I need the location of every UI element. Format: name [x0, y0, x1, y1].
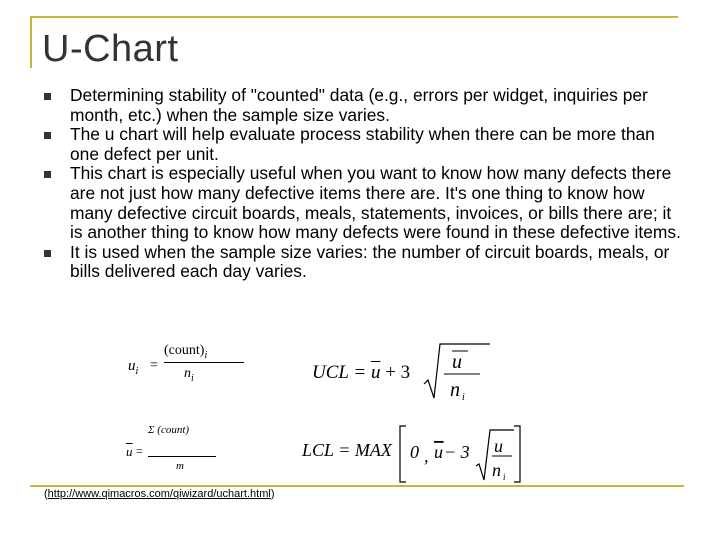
- comma: ,: [424, 446, 429, 466]
- u-bar-term: u: [434, 442, 443, 462]
- bullet-text: Determining stability of "counted" data (e.g., errors per widget, inquiries per month, etc.) when the sample size varies.: [70, 85, 648, 125]
- formula-lcl: [302, 424, 532, 484]
- sqrt-denominator-sub: i: [503, 472, 506, 482]
- square-root-icon: [422, 340, 492, 404]
- sqrt-numerator: u: [494, 436, 503, 456]
- bullet-item: [44, 243, 684, 282]
- minus-term: − 3: [444, 442, 470, 462]
- formula-lhs: LCL = MAX: [302, 440, 392, 460]
- formula-lhs: $u_i$: [128, 358, 139, 377]
- frame-top-line: [30, 16, 678, 18]
- bullet-text: This chart is especially useful when you want to know how many defects there are not just how many defective items there are. It's one thing to know how many defective circuit boards, meals, statements, invoices, or bills there are; it is another thing to know how many defects were found in these defective items.: [70, 163, 681, 243]
- source-link[interactable]: http://www.qimacros.com/qiwizard/uchart.html: [47, 488, 271, 500]
- fraction-bar: [164, 362, 244, 363]
- formula-ucl: [312, 340, 492, 404]
- bullet-item: [44, 125, 684, 164]
- square-bullet-icon: [44, 93, 51, 100]
- formula-numerator: Σ (count): [148, 424, 190, 436]
- source-citation: [44, 487, 274, 501]
- formula-numerator: $(count)_i$: [164, 343, 208, 361]
- sqrt-denominator: n: [450, 379, 460, 401]
- formula-u-i: [128, 342, 238, 390]
- bullet-text: The u chart will help evaluate process stability when there can be more than one defect per unit.: [70, 124, 655, 164]
- formula-denominator: m: [176, 460, 184, 472]
- zero-value: 0: [410, 442, 419, 462]
- formula-u-bar: [118, 420, 238, 474]
- square-bullet-icon: [44, 171, 51, 178]
- bullet-text: It is used when the sample size varies: the number of circuit boards, meals, or bills delivered each day varies.: [70, 241, 670, 282]
- formula-lhs: $\overline{u}$: [126, 444, 133, 459]
- square-bullet-icon: [44, 250, 51, 257]
- formula-lhs: UCL = $\overline{u} + 3$: [312, 362, 411, 383]
- square-bullet-icon: [44, 132, 51, 139]
- sqrt-denominator-sub: i: [462, 392, 465, 403]
- equals-sign: =: [136, 444, 143, 458]
- bullet-item: [44, 164, 684, 242]
- slide-title: U-Chart: [42, 28, 179, 70]
- source-suffix: ): [270, 488, 275, 500]
- bullet-list: [44, 86, 684, 282]
- bullet-item: [44, 86, 684, 125]
- sqrt-numerator: u: [452, 351, 462, 373]
- sqrt-denominator: n: [492, 460, 501, 480]
- fraction-bar: [148, 456, 216, 457]
- source-prefix: (: [44, 488, 48, 500]
- formula-denominator: $n_i$: [184, 366, 194, 384]
- bracket-expression: [396, 424, 526, 484]
- equals-sign: =: [150, 358, 158, 373]
- frame-left-line: [30, 16, 32, 68]
